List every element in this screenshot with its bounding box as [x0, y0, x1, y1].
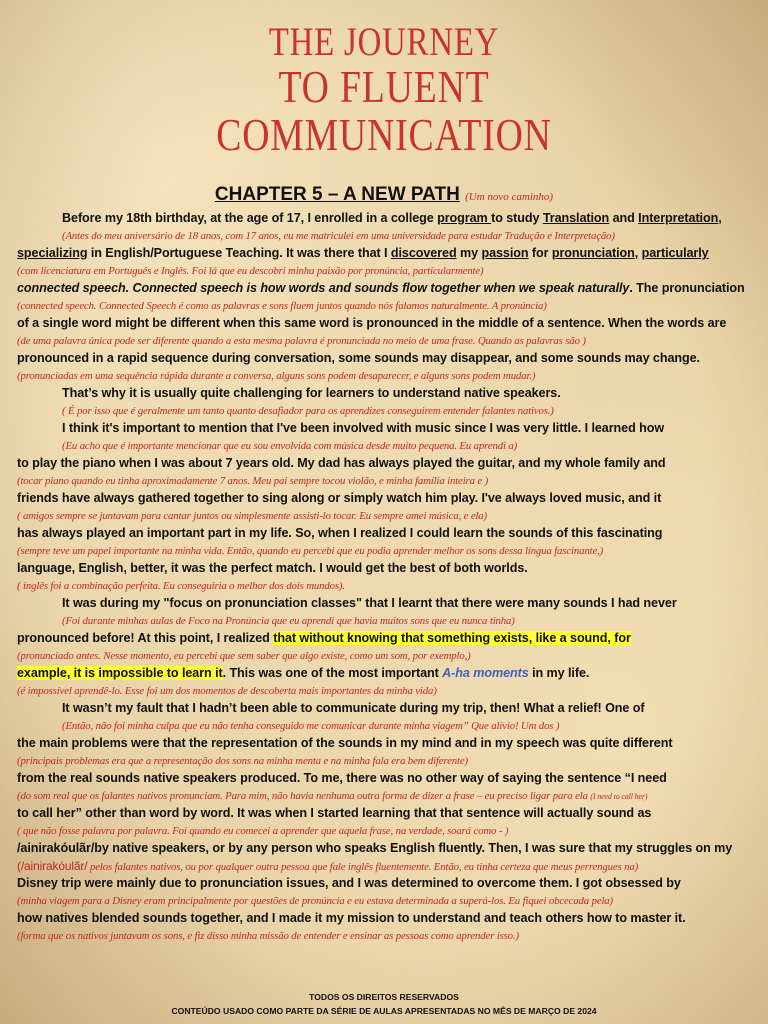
english-line: of a single word might be different when this same word is pronounced in the middle of a sentence. When the words are — [17, 316, 727, 330]
english-line: Disney trip were mainly due to pronunciation issues, and I was determined to overcome them. I got obsessed by — [17, 876, 681, 890]
footer-line-2: CONTEÚDO USADO COMO PARTE DA SÉRIE DE AULAS APRESENTADAS NO MÊS DE MARÇO DE 2024 — [171, 1006, 597, 1016]
chapter-heading — [0, 184, 768, 206]
title-line-3: COMMUNICATION — [216, 109, 552, 160]
portuguese-translation-line: (Eu acho que é importante mencionar que eu sou envolvida com música desde muito pequena. Eu aprendi a) — [62, 440, 518, 452]
portuguese-translation-line: (connected speech. Connected Speech é como as palavras e sons fluem juntos quando nós falamos naturalmente. A pronúncia) — [17, 300, 547, 312]
portuguese-translation-line: (tocar piano quando eu tinha aproximadamente 7 anos. Meu pai sempre tocou violão, e minha família inteira e ) — [17, 475, 489, 487]
portuguese-translation-line: ( É por isso que é geralmente um tanto quanto desafiador para os aprendizes conseguirem entender falantes nativos.) — [62, 405, 554, 417]
portuguese-translation-line: (Foi durante minhas aulas de Foco na Pronúncia que eu aprendi que havia muitos sons que eu nunca tinha) — [62, 615, 515, 627]
portuguese-translation-line: (Então, não foi minha culpa que eu não tenha conseguido me comunicar durante minha viagem” Que alívio! Um dos ) — [62, 720, 560, 732]
title-line-1: THE JOURNEY — [268, 19, 500, 64]
portuguese-translation-line: (de uma palavra única pode ser diferente quando a esta mesma palavra é pronunciada no meio de uma frase. Quando as palavras são ) — [17, 335, 586, 347]
portuguese-translation-line: (é impossível aprendê-lo. Esse foi um dos momentos de descoberta mais importantes da minha vida) — [17, 685, 437, 697]
english-line: how natives blended sounds together, and I made it my mission to understand and teach others how to master it. — [17, 911, 686, 925]
english-line: Before my 18th birthday, at the age of 17, I enrolled in a college program to study Translation and Interpretation, — [62, 211, 722, 225]
highlighted-text: that without knowing that something exists, like a sound, for — [273, 631, 631, 645]
aha-moments-text: A-ha moments — [442, 666, 529, 680]
title-line-2: TO FLUENT — [278, 61, 490, 112]
book-title — [0, 19, 768, 160]
highlighted-text: example, it is impossible to learn it — [17, 666, 223, 680]
portuguese-translation-line: (minha viagem para a Disney eram principalmente por questões de pronúncia e eu estava determinada a superá-los. Eu fiquei obcecada pela) — [17, 895, 613, 907]
english-line: example, it is impossible to learn it. This was one of the most important A-ha moments in my life. — [17, 666, 590, 680]
portuguese-translation-line: (Antes do meu aniversário de 18 anos, com 17 anos, eu me matriculei em uma universidade para estudar Tradução e Interpretação) — [62, 230, 615, 242]
english-line: That’s why it is usually quite challenging for learners to understand native speakers. — [62, 386, 561, 400]
portuguese-translation-line: ( amigos sempre se juntavam para cantar juntos ou simplesmente assisti-lo tocar. Eu sempre amei música, e ela) — [17, 510, 488, 522]
english-line: It wasn’t my fault that I hadn’t been able to communicate during my trip, then! What a relief! One of — [62, 701, 645, 715]
english-line: I think it's important to mention that I've been involved with music since I was very little. I learned how — [62, 421, 665, 435]
portuguese-translation-line: (/ainirakóulãr/ pelos falantes nativos, ou por qualquer outra pessoa que fale inglês fluentemente. Então, eu tinha certeza que meus perrengues na) — [17, 859, 639, 873]
english-line: connected speech. Connected speech is how words and sounds flow together when we speak naturally. The pronunciation — [17, 281, 745, 295]
english-line: has always played an important part in my life. So, when I realized I could learn the sounds of this fascinating — [17, 526, 663, 540]
english-line: language, English, better, it was the perfect match. I would get the best of both worlds. — [17, 561, 528, 575]
english-line: specializing in English/Portuguese Teaching. It was there that I discovered my passion for pronunciation, particularly — [17, 246, 709, 260]
english-line: pronounced in a rapid sequence during conversation, some sounds may disappear, and some sounds may change. — [17, 351, 700, 365]
english-line: friends have always gathered together to sing along or simply watch him play. I've always loved music, and it — [17, 491, 662, 505]
copyright-footer — [0, 990, 768, 1018]
chapter-title: CHAPTER 5 – A NEW PATH — [214, 184, 460, 205]
portuguese-translation-line: ( que não fosse palavra por palavra. Foi quando eu comecei a aprender que aquela frase, na verdade, soará como - ) — [17, 825, 509, 837]
portuguese-translation-line: (pronunciadas em uma sequência rápida durante a conversa, alguns sons podem desaparecer, e alguns sons podem mudar.) — [17, 370, 536, 382]
chapter-title-translation: (Um novo caminho) — [465, 191, 554, 203]
portuguese-translation-line: (sempre teve um papel importante na minha vida. Então, quando eu percebi que eu podia aprender melhor os sons dessa língua fascinante,) — [17, 545, 604, 557]
english-line: pronounced before! At this point, I realized that without knowing that something exists, like a sound, for — [17, 631, 631, 645]
portuguese-translation-line: (com licenciatura em Português e Inglês. Foi lá que eu descobri minha paixão por pronúncia, particularmente) — [17, 265, 484, 277]
portuguese-translation-line: ( inglês foi a combinação perfeita. Eu conseguiria o melhor dos dois mundos). — [17, 580, 345, 592]
english-line: It was during my "focus on pronunciation classes" that I learnt that there were many sounds I had never — [62, 596, 677, 610]
chapter-body — [17, 210, 752, 945]
english-line: to call her” other than word by word. It was when I started learning that that sentence will actually sound as — [17, 806, 652, 820]
portuguese-translation-line: (principais problemas era que a representação dos sons na minha menta e na minha fala era bem diferente) — [17, 755, 468, 767]
english-line: /ainirakóulãr/by native speakers, or by any person who speaks English fluently. Then, I was sure that my struggles on my — [17, 841, 733, 855]
english-line: to play the piano when I was about 7 years old. My dad has always played the guitar, and my whole family and — [17, 456, 666, 470]
english-line: the main problems were that the representation of the sounds in my mind and in my speech was quite different — [17, 736, 673, 750]
english-line: from the real sounds native speakers produced. To me, there was no other way of saying the sentence “I need — [17, 771, 667, 785]
footer-line-1: TODOS OS DIREITOS RESERVADOS — [309, 992, 459, 1002]
portuguese-translation-line: (forma que os nativos juntavam os sons, e fiz disso minha missão de entender e ensinar as pessoas como aprender isso.) — [17, 930, 519, 942]
portuguese-translation-line: (pronunciado antes. Nesse momento, eu percebi que sem saber que algo existe, como um som, por exemplo,) — [17, 650, 471, 662]
portuguese-translation-line: (do som real que os falantes nativos pronunciam. Para mim, não havia nenhuma outra forma de dizer a frase – eu preciso ligar para ela (I need to call her) — [17, 790, 648, 802]
